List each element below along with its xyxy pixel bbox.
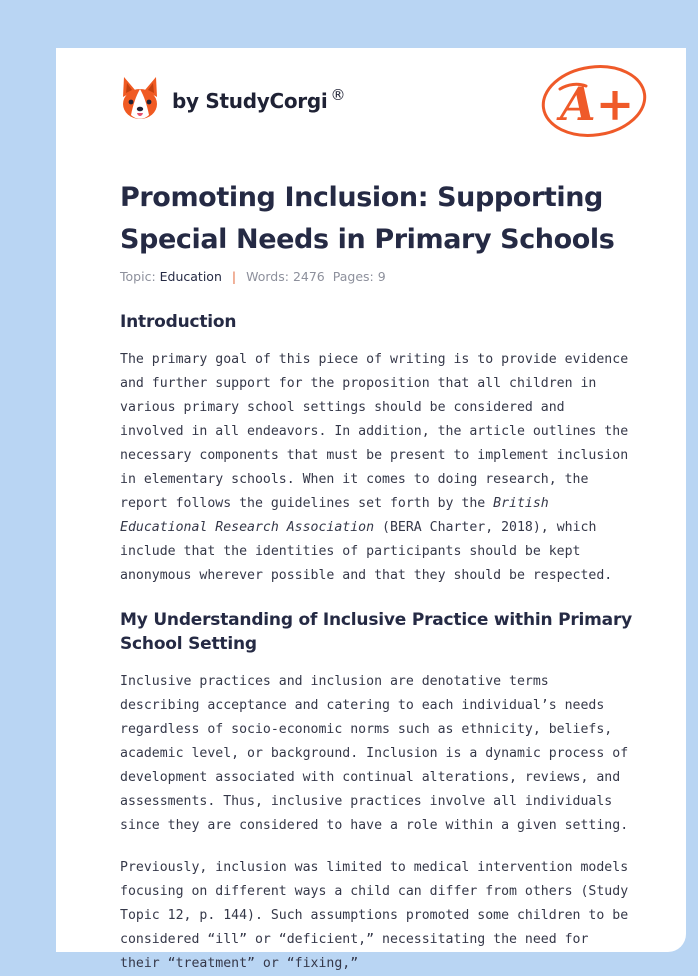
brand-name: by StudyCorgi ®: [172, 86, 346, 113]
meta-separator: |: [231, 269, 237, 284]
a-plus-badge: [538, 58, 650, 142]
article-meta: [120, 269, 386, 284]
inclusive-practice-paragraph-1: Inclusive practices and inclusion are denotative terms describing acceptance and catering to each individual’s needs regardless of socio-economic norms such as ethnicity, beliefs, academic level, or background. Inclusion is a dynamic process of development associated with continual alterations, reviews, and assessments. Thus, inclusive practices involve all individuals since they are considered to have a role within a given setting.: [120, 674, 629, 833]
topic-link[interactable]: Education: [159, 269, 222, 284]
studycorgi-logo[interactable]: [120, 75, 345, 123]
article-body: [120, 310, 636, 976]
pages-count: 9: [377, 269, 386, 284]
topic-label: Topic:: [120, 269, 156, 284]
section-heading-introduction: Introduction: [120, 312, 237, 332]
inclusive-practice-paragraph-2: Previously, inclusion was limited to medical intervention models focusing on different ways a child can differ from others (Study Topic 12, p. 144). Such assumptions promoted some children to be considered “ill” or “deficient,” necessitating the need for their “treatment” or “fixing,”: [120, 860, 629, 971]
words-count: 2476: [292, 269, 325, 284]
document-page: [56, 48, 686, 971]
section-heading-inclusive-practice: My Understanding of Inclusive Practice within Primary School Setting: [120, 610, 633, 654]
page-title: Promoting Inclusion: Supporting Special Needs in Primary Schools: [120, 182, 615, 255]
bera-emphasis: British Educational Research Association: [120, 496, 549, 535]
corgi-icon: [120, 75, 160, 123]
intro-paragraph: The primary goal of this piece of writing is to provide evidence and further support for the proposition that all children in various primary school settings should be considered and involved in all endeavors. In addition, the article outlines the necessary components that must be present to implement inclusion in elementary schools. When it comes to doing research, the report follows the guidelines set forth by the British Educational Research Association (BERA Charter, 2018), which include that the identities of participants should be kept anonymous wherever possible and that they should be respected.: [120, 352, 629, 583]
words-label: Words:: [246, 269, 289, 284]
grade-text: A+: [560, 77, 635, 131]
pages-label: Pages:: [332, 269, 374, 284]
